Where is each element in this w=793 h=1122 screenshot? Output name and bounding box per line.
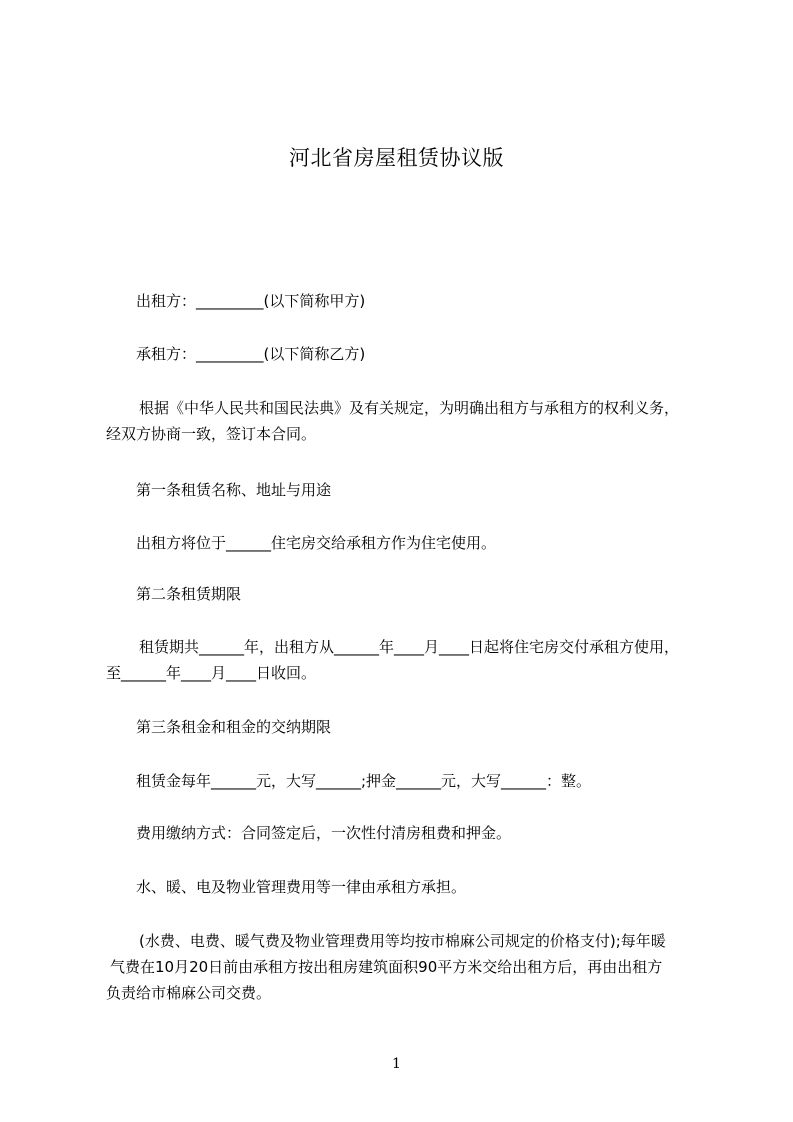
utilities-note-line-1: (水费、电费、暖气费及物业管理费用等均按市棉麻公司规定的价格支付);每年暖 — [139, 932, 666, 950]
utilities-note-line-3: 负责给市棉麻公司交费。 — [106, 984, 272, 1002]
preamble-paragraph — [106, 397, 696, 445]
lessor-line: 出租方：_________(以下简称甲方) — [136, 292, 366, 310]
article-2-body — [106, 636, 696, 684]
utilities-note-line-2: 气费在10月20日前由承租方按出租房建筑面积90平方米交给出租方后，再由出租方 — [110, 958, 663, 976]
article-2-line-1: 租赁期共______年，出租方从______年____月____日起将住宅房交付承租方使用， — [139, 638, 680, 656]
article-2-line-2: 至______年____月____日收回。 — [106, 664, 317, 682]
article-2-heading: 第二条租赁期限 — [136, 585, 242, 603]
document-title: 河北省房屋租赁协议版 — [289, 146, 504, 170]
rent-line: 租赁金每年______元，大写______;押金______元，大写______：整。 — [136, 772, 592, 790]
preamble-line-1: 根据《中华人民共和国民法典》及有关规定，为明确出租方与承租方的权利义务， — [139, 399, 680, 417]
utilities-note-paragraph — [106, 930, 696, 1004]
payment-line: 费用缴纳方式：合同签定后，一次性付清房租费和押金。 — [136, 824, 512, 842]
article-3-heading: 第三条租金和租金的交纳期限 — [136, 718, 332, 736]
preamble-line-2: 经双方协商一致，签订本合同。 — [106, 425, 317, 443]
utilities-line: 水、暖、电及物业管理费用等一律由承租方承担。 — [136, 878, 467, 896]
page-number: 1 — [392, 1056, 401, 1072]
lessee-line: 承租方：_________(以下简称乙方) — [136, 345, 366, 363]
article-1-heading: 第一条租赁名称、地址与用途 — [136, 481, 332, 499]
article-1-body: 出租方将位于______住宅房交给承租方作为住宅使用。 — [136, 534, 497, 552]
